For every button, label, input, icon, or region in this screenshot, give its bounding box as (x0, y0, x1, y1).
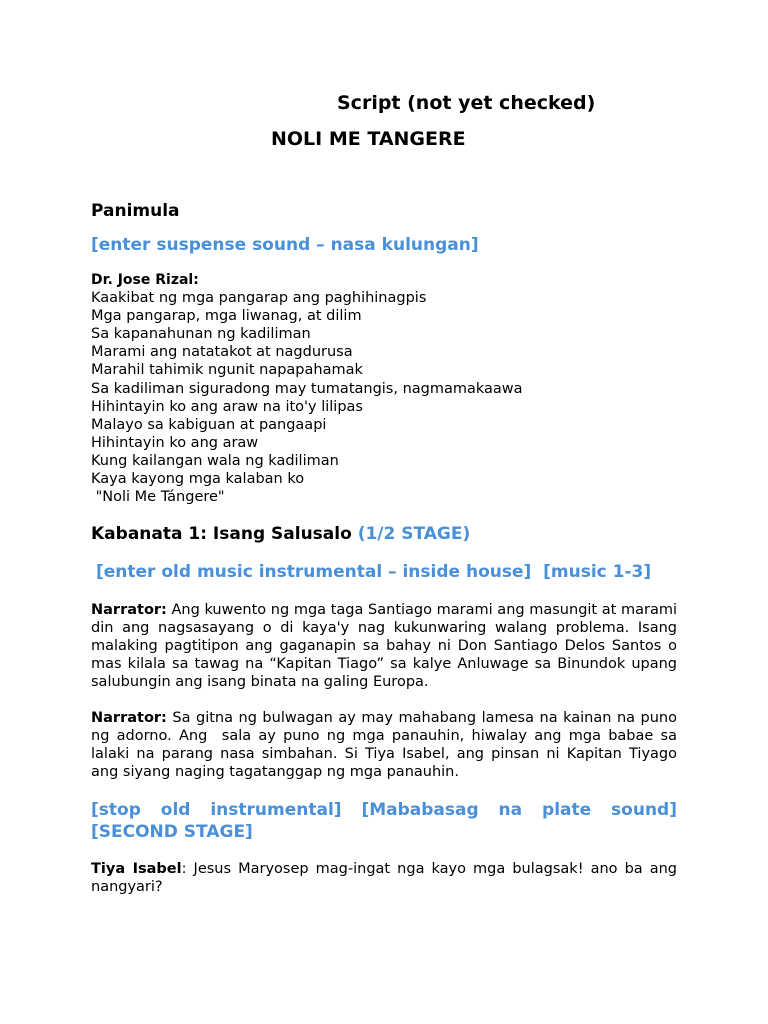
poem-line: Hihintayin ko ang araw (91, 434, 259, 451)
narration-paragraph (91, 601, 677, 691)
stage-note: (1/2 STAGE) (357, 524, 471, 544)
poem-line: "Noli Me Tángere" (91, 489, 225, 506)
poem-line: Hihintayin ko ang araw na ito'y lilipas (91, 398, 363, 415)
stage-cue-old-music: [enter old music instrumental – inside house] [music 1-3] (96, 562, 652, 582)
script-note: Script (not yet checked) (337, 92, 596, 114)
stage-cue-second-stage: [SECOND STAGE] (91, 822, 253, 842)
speaker-label: Dr. Jose Rizal: (91, 272, 199, 288)
section-heading-panimula: Panimula (91, 201, 180, 221)
poem-line: Kaya kayong mga kalaban ko (91, 471, 305, 488)
poem-line: Malayo sa kabiguan at pangaapi (91, 416, 327, 433)
stage-cue-stop-instrumental: [stop old instrumental] [Mababasag na plate sound] (91, 800, 677, 820)
dialogue-text: : Jesus Maryosep mag-ingat nga kayo mga bulagsak! ano ba ang nangyari? (91, 861, 678, 896)
stage-cue-suspense: [enter suspense sound – nasa kulungan] (91, 235, 479, 255)
chapter-title: Kabanata 1: Isang Salusalo (91, 524, 352, 544)
narration-paragraph (91, 709, 682, 781)
section-heading-kabanata-1 (91, 524, 470, 544)
speaker-label: Narrator: (91, 710, 167, 726)
rizal-poem (91, 271, 523, 506)
poem-line: Marahil tahimik ngunit napapahamak (91, 362, 363, 379)
speaker-label: Tiya Isabel (91, 861, 182, 877)
dialogue-paragraph (91, 860, 677, 896)
speaker-label: Narrator: (91, 602, 167, 618)
poem-line: Kaakibat ng mga pangarap ang paghihinagpis (91, 290, 427, 307)
poem-line: Sa kadiliman siguradong may tumatangis, nagmamakaawa (91, 380, 523, 397)
poem-line: Marami ang natatakot at nagdurusa (91, 344, 353, 361)
narration-text: Ang kuwento ng mga taga Santiago marami ang masungit at marami din ang nagsasayang o di kaya'y nag kukunwaring walang problema. Isang malaking pagtitipon ang gaganapin sa bahay ni Don Santiago Delos Santos o mas kilala sa tawag na “Kapitan Tiago” sa kalye Anluwage sa Binundok upang salubungin ang isang binata na galing Europa. (91, 602, 677, 691)
poem-line: Kung kailangan wala ng kadiliman (91, 452, 339, 469)
poem-line: Mga pangarap, mga liwanag, at dilim (91, 308, 362, 325)
document-title: NOLI ME TANGERE (271, 128, 466, 150)
narration-text: Sa gitna ng bulwagan ay may mahabang lamesa na kainan na puno ng adorno. Ang sala ay puno ng mga panauhin, hiwalay ang mga babae sa lalaki na parang nasa simbahan. Si Tiya Isabel, ang pinsan ni Kapitan Tiyago ang siyang naging tagatanggap ng mga panauhin. (91, 710, 682, 781)
poem-line: Sa kapanahunan ng kadiliman (91, 326, 311, 343)
